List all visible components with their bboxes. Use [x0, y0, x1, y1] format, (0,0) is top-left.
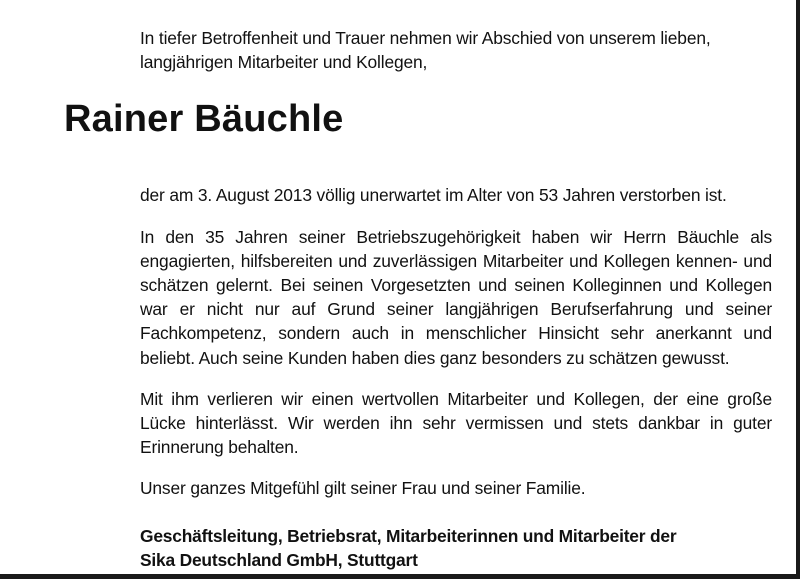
deceased-name: Rainer Bäuchle [64, 98, 344, 140]
obituary-notice [140, 26, 772, 572]
tenure-paragraph: In den 35 Jahren seiner Betriebszugehörigkeit haben wir Herrn Bäuchle als engagierten, hilfsbereiten und zuverlässigen Mitarbeiter und Kollegen kennen- und schätzen gelernt. Bei seinen Vorgesetzten und seinen Kolleginnen und Kollegen war er nicht nur auf Grund seiner langjährigen Berufserfahrung und seiner Fachkompetenz, sondern auch in menschlicher Hinsicht sehr anerkannt und beliebt. Auch seine Kunden haben dies ganz besonders zu schätzen gewusst. [140, 226, 772, 368]
intro-text: In tiefer Betroffenheit und Trauer nehmen wir Abschied von unserem lieben, langjährigen Mitarbeiter und Kollegen, [140, 28, 711, 73]
loss-paragraph: Mit ihm verlieren wir einen wertvollen Mitarbeiter und Kollegen, der eine große Lücke hinterlässt. Wir werden ihn sehr vermissen und stets dankbar in guter Erinnerung behalten. [140, 388, 772, 458]
signature-line-2: Sika Deutschland GmbH, Stuttgart [140, 549, 418, 570]
signature-block [140, 524, 772, 572]
death-info-text: der am 3. August 2013 völlig unerwartet im Alter von 53 Jahren verstorben ist. [140, 185, 727, 206]
sympathy-paragraph: Unser ganzes Mitgefühl gilt seiner Frau und seiner Familie. [140, 478, 586, 499]
signature-line-1: Geschäftsleitung, Betriebsrat, Mitarbeiterinnen und Mitarbeiter der [140, 525, 677, 546]
